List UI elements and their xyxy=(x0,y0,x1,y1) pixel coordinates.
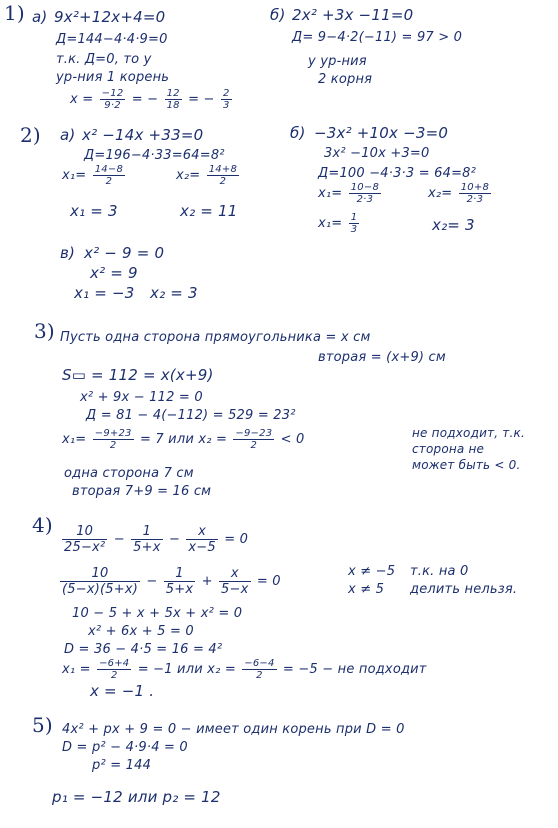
problem-4-reason-2: делить нельзя. xyxy=(410,582,518,597)
fraction: $\frac{-6+4}{2}$ xyxy=(99,658,130,681)
problem-4-equation: $\frac{10}{\text{25−x²}}$ − $\frac{1}{5+x}$ − $\frac{x}{x-5}$ = 0 xyxy=(64,524,249,555)
problem-3-answer-1: одна сторона 7 см xyxy=(64,466,194,481)
problem-4-condition-2: x ≠ 5 xyxy=(348,582,385,597)
problem-2a-discriminant: Д=196−4·33=64=8² xyxy=(84,148,225,163)
problem-1b-label: б) xyxy=(270,6,286,24)
problem-2v-equation: x² − 9 = 0 xyxy=(84,244,165,262)
fraction: $\frac{12}{18}$ xyxy=(166,88,180,111)
problem-2b-x1-result: x₁= $\frac{1}{3}$ xyxy=(318,212,358,235)
fraction: $\frac{14-8}{2}$ xyxy=(94,164,124,187)
fraction: $\frac{1}{5+x}$ xyxy=(165,566,194,597)
problem-2b-x1-formula: x₁= $\frac{10-8}{2\cdot 3}$ xyxy=(318,182,380,205)
problem-5-number: 5) xyxy=(32,713,53,737)
problem-1a-conclusion-2: ур-ния 1 корень xyxy=(56,70,170,85)
problem-5-statement: 4x² + px + 9 = 0 − имеет один корень при D = 0 xyxy=(62,722,405,737)
problem-4-reason-1: т.к. на 0 xyxy=(410,564,469,579)
problem-4-answer: x = −1 . xyxy=(90,682,155,700)
problem-2a-label: а) xyxy=(60,126,76,144)
fraction: $\frac{10}{(5-x)(5+x)}$ xyxy=(62,566,139,597)
problem-3-statement-2: вторая = (x+9) см xyxy=(318,350,446,365)
problem-4-number: 4) xyxy=(32,513,53,537)
problem-3-note-1: не подходит, т.к. xyxy=(412,426,525,440)
problem-2b-x2-formula: x₂= $\frac{10+8}{2\cdot 3}$ xyxy=(428,182,490,205)
fraction: $\frac{-6-4}{2}$ xyxy=(244,658,275,681)
problem-3-statement-1: Пусть одна сторона прямоугольника = x см xyxy=(60,330,371,345)
problem-1a-conclusion: т.к. Д=0, то у xyxy=(56,52,152,67)
problem-4-equation-2: $\frac{10}{(5-x)(5+x)}$ − $\frac{1}{5+x}$ + $\frac{x}{5-x}$ = 0 xyxy=(62,566,281,597)
problem-3-area: S▭ = 112 = x(x+9) xyxy=(62,366,214,384)
problem-4-step-3: 10 − 5 + x + 5x + x² = 0 xyxy=(72,606,243,621)
fraction: $\frac{1}{3}$ xyxy=(350,212,358,235)
problem-5-discriminant: D = p² − 4·9·4 = 0 xyxy=(62,740,188,755)
fraction: $\frac{x}{5-x}$ xyxy=(221,566,249,597)
problem-2a-x2-result: x₂ = 11 xyxy=(180,202,238,220)
problem-4-condition-1: x ≠ −5 xyxy=(348,564,396,579)
fraction: $\frac{10-8}{2\cdot 3}$ xyxy=(350,182,380,205)
problem-2b-equation-2: 3x² −10x +3=0 xyxy=(324,146,430,161)
problem-3-discriminant: Д = 81 − 4(−112) = 529 = 23² xyxy=(86,408,296,423)
problem-1a-root: x = $\frac{-12}{9\cdot 2}$ = − $\frac{12}{18}$ = − $\frac{2}{3}$ xyxy=(70,88,230,111)
problem-3-roots: x₁= $\frac{-9+23}{2}$ = 7 или x₂ = $\frac{-9-23}{2}$ < 0 xyxy=(62,428,305,451)
problem-3-number: 3) xyxy=(34,319,55,343)
problem-2b-label: б) xyxy=(290,124,306,142)
problem-3-note-3: может быть < 0. xyxy=(412,458,521,472)
problem-2v-equation-2: x² = 9 xyxy=(90,264,138,282)
problem-2a-x1-formula: x₁= $\frac{14-8}{2}$ xyxy=(62,164,124,187)
fraction: $\frac{10}{\text{25−x²}}$ xyxy=(64,524,106,555)
problem-3-note-2: сторона не xyxy=(412,442,485,456)
problem-3-equation: x² + 9x − 112 = 0 xyxy=(80,390,203,405)
problem-3-answer-2: вторая 7+9 = 16 см xyxy=(72,484,212,499)
problem-2v-label: в) xyxy=(60,244,76,262)
problem-2a-x1-result: x₁ = 3 xyxy=(70,202,118,220)
problem-1b-conclusion-2: 2 корня xyxy=(318,72,373,87)
problem-4-roots: x₁ = $\frac{-6+4}{2}$ = −1 или x₂ = $\frac{-6-4}{2}$ = −5 − не подходит xyxy=(62,658,427,681)
problem-1b-equation: 2x² +3x −11=0 xyxy=(292,6,414,24)
problem-2-number: 2) xyxy=(20,123,41,147)
problem-5-answer: p₁ = −12 или p₂ = 12 xyxy=(52,788,221,806)
problem-5-p-squared: p² = 144 xyxy=(92,758,152,773)
problem-1a-equation: 9x²+12x+4=0 xyxy=(54,8,166,26)
fraction: $\frac{2}{3}$ xyxy=(222,88,230,111)
problem-2b-discriminant: Д=100 −4·3·3 = 64=8² xyxy=(318,166,477,181)
fraction: $\frac{14+8}{2}$ xyxy=(208,164,238,187)
fraction: $\frac{x}{x-5}$ xyxy=(188,524,216,555)
problem-1-number: 1) xyxy=(4,1,25,25)
fraction: $\frac{-12}{9\cdot 2}$ xyxy=(101,88,124,111)
fraction: $\frac{1}{5+x}$ xyxy=(133,524,161,555)
fraction: $\frac{-9+23}{2}$ xyxy=(94,428,132,451)
problem-1b-conclusion: у ур-ния xyxy=(308,54,367,69)
problem-1a-discriminant: Д=144−4·4·9=0 xyxy=(56,32,168,47)
problem-1a-label: а) xyxy=(32,8,48,26)
problem-2a-equation: x² −14x +33=0 xyxy=(82,126,204,144)
problem-2a-x2-formula: x₂= $\frac{14+8}{2}$ xyxy=(176,164,238,187)
problem-2b-x2-result: x₂= 3 xyxy=(432,216,475,234)
fraction: $\frac{10+8}{2\cdot 3}$ xyxy=(460,182,490,205)
problem-2v-x1: x₁ = −3 xyxy=(74,284,135,302)
fraction: $\frac{-9-23}{2}$ xyxy=(235,428,273,451)
problem-2v-x2: x₂ = 3 xyxy=(150,284,198,302)
problem-2b-equation: −3x² +10x −3=0 xyxy=(314,124,449,142)
problem-4-discriminant: D = 36 − 4·5 = 16 = 4² xyxy=(64,642,223,657)
problem-1b-discriminant: Д= 9−4·2(−11) = 97 > 0 xyxy=(292,30,463,45)
problem-4-step-4: x² + 6x + 5 = 0 xyxy=(88,624,194,639)
